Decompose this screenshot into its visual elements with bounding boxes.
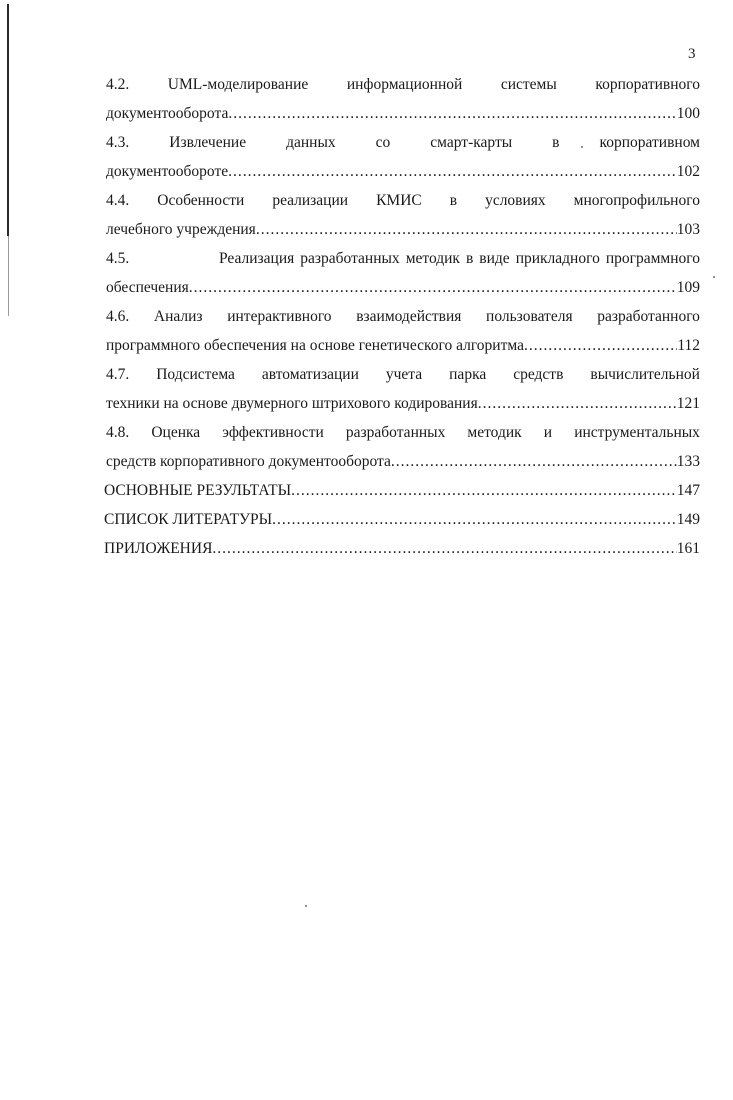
title-word: эффективности [222,424,324,441]
title-word: данных [286,134,336,151]
toc-entry-references[interactable] [104,505,700,534]
toc-entry-first-line [106,360,700,389]
title-word: взаимодействия [356,308,462,325]
title-word: прикладного [515,250,600,267]
dot-leader [189,273,677,302]
title-word: информационной [346,76,463,93]
page-reference: 161 [676,540,700,557]
toc-entry-4-6[interactable] [106,302,700,360]
toc-entry-last-line [106,99,700,128]
toc-entry-line [104,505,700,534]
toc-entry-4-7[interactable] [106,360,700,418]
title-word: корпоративном [599,134,700,151]
title-line-group [129,244,700,273]
toc-entry-title: ПРИЛОЖЕНИЯ [104,540,213,557]
toc-entry-first-line [106,128,700,157]
title-continuation: техники на основе двумерного штрихового кодирования [106,395,478,412]
toc-entry-title: СПИСОК ЛИТЕРАТУРЫ [104,511,273,528]
dot-leader [391,447,677,476]
title-word: Реализация [219,250,295,267]
toc-entry-4-8[interactable] [106,418,700,476]
dot-leader [212,534,676,563]
toc-entry-first-line [106,244,700,273]
title-word: системы [500,76,557,93]
title-word: Оценка [151,424,201,441]
title-continuation: документооборота [106,105,229,122]
title-word: КМИС [376,192,422,209]
toc-entry-first-line [106,186,700,215]
title-word: автоматизации [261,366,359,383]
page-reference: 133 [676,453,700,470]
title-word: разработанных [300,250,400,267]
page-reference: 102 [676,163,700,180]
scan-edge-line-faint [8,236,9,316]
title-continuation: лечебного учреждения [106,221,256,238]
title-word: Особенности [157,192,245,209]
toc-entry-appendices[interactable] [104,534,700,563]
toc-entry-first-line [106,418,700,447]
toc-entry-4-4[interactable] [106,186,700,244]
toc-entry-last-line [106,331,700,360]
toc-entry-line [104,534,700,563]
dot-leader [524,331,677,360]
title-continuation: обеспечения [106,279,189,296]
page-number: 3 [688,46,696,62]
title-word: Анализ [153,308,203,325]
dot-leader [272,505,677,534]
dot-leader [478,389,677,418]
toc-entry-last-line [106,157,700,186]
title-word: реализации [272,192,349,209]
section-number: 4.5. [106,250,130,267]
title-word: смарт-карты [430,134,513,151]
table-of-contents [106,70,700,563]
section-number: 4.6. [106,308,130,325]
scan-speck [581,146,583,148]
title-word: методик [405,250,460,267]
scan-speck [713,276,715,278]
title-word: программного [605,250,700,267]
section-number: 4.4. [106,192,130,209]
dot-leader [291,476,677,505]
title-word: условиях [485,192,546,209]
toc-entry-main-results[interactable] [104,476,700,505]
page-reference: 149 [676,511,700,528]
toc-entry-last-line [106,447,700,476]
toc-entry-line [104,476,700,505]
title-word: разработанного [597,308,700,325]
section-number: 4.7. [106,366,130,383]
title-word: и [543,424,553,441]
dot-leader [228,99,676,128]
page-reference: 103 [676,221,700,238]
section-number: 4.2. [106,76,130,93]
toc-entry-title: ОСНОВНЫЕ РЕЗУЛЬТАТЫ [104,482,292,499]
title-word: UML-моделирование [167,76,309,93]
title-word: средств [513,366,564,383]
title-word: интерактивного [227,308,332,325]
title-word: Извлечение [169,134,247,151]
toc-entry-4-2[interactable] [106,70,700,128]
page-reference: 147 [676,482,700,499]
scan-speck [305,905,307,907]
title-word: вычислительной [590,366,700,383]
title-word: инструментальных [574,424,700,441]
title-continuation: документообороте [106,163,229,180]
title-word: в [465,250,474,267]
title-word: учета [385,366,423,383]
toc-entry-last-line [106,389,700,418]
section-number: 4.3. [106,134,130,151]
toc-entry-first-line [106,70,700,99]
title-word: виде [479,250,510,267]
section-number: 4.8. [106,424,130,441]
title-word: многопрофильного [573,192,700,209]
title-word: методик [467,424,522,441]
title-continuation: средств корпоративного документооборота [106,453,391,470]
page-reference: 112 [677,337,700,354]
title-word: разработанных [345,424,446,441]
page-reference: 109 [676,279,700,296]
scan-edge-line [7,4,9,236]
title-word: парка [449,366,487,383]
toc-entry-last-line [106,273,700,302]
title-word: Подсистема [156,366,235,383]
toc-entry-last-line [106,215,700,244]
title-word: со [375,134,391,151]
page-reference: 121 [676,395,700,412]
toc-entry-4-3[interactable] [106,128,700,186]
title-word: корпоративного [595,76,700,93]
page-reference: 100 [676,105,700,122]
dot-leader [256,215,677,244]
dot-leader [228,157,677,186]
title-word: в [449,192,458,209]
title-word: пользователя [486,308,573,325]
title-continuation: программного обеспечения на основе генетического алгоритма [106,337,524,354]
title-word: в [552,134,560,151]
toc-entry-first-line [106,302,700,331]
toc-entry-4-5[interactable] [106,244,700,302]
